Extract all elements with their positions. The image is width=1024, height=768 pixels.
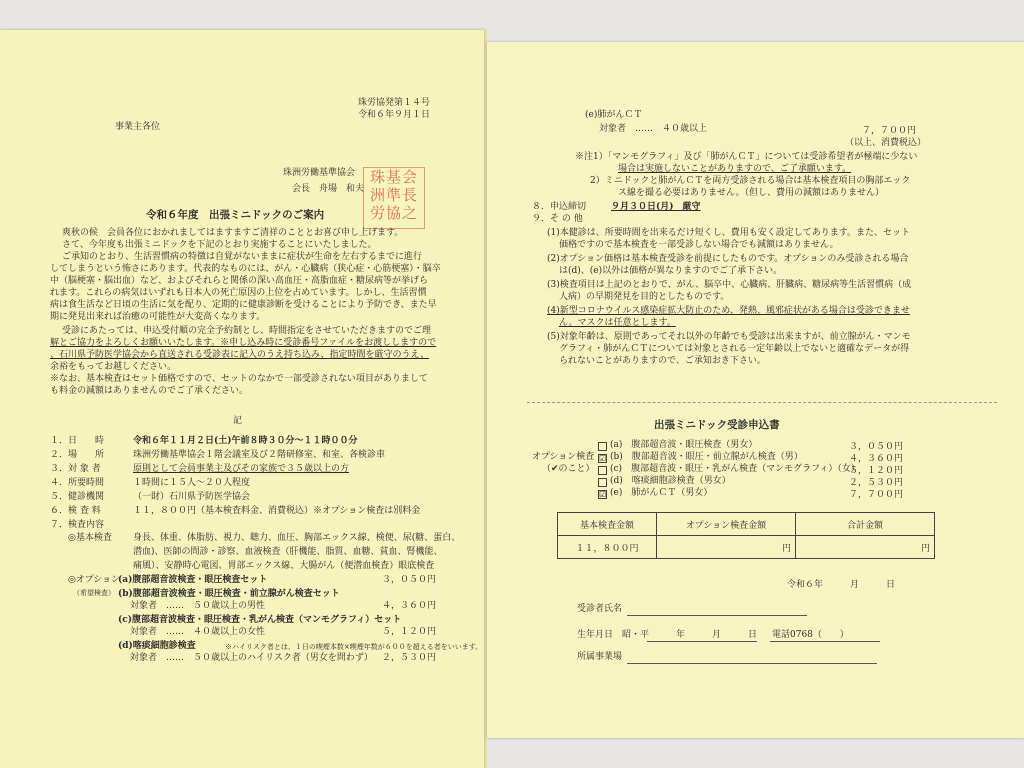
body-line: 受診にあたっては、申込受付順の完全予約制とし、時間指定をさせていただきますのでご理 [62, 326, 432, 336]
form-option-price: ２，５３０円 [849, 478, 904, 488]
note-line: ス線を撮る必要はありません。（但し、費用の減額はありません） [618, 188, 885, 198]
body-line: ※なお、基本検査はセット価格ですので、セットのなかで一部受診されない項目がありまして [50, 374, 428, 384]
doc-number: 珠労協発第１４号 [358, 98, 431, 108]
body-line: 病は食生活など日頃の生活に気を配り、定期的に健康診断を受けることにより予防でき、また早 [50, 300, 437, 310]
body-line: 爽秋の候 会員各位におかれましてはますますご清祥のこととお喜び申し上げます。 [62, 228, 404, 238]
basic-exam-line: 痛風）、安静時心電図、胃部エックス線、大腸がん（便潜血検査）眼底検査 [133, 561, 435, 571]
form-option-price: ４，３６０円 [849, 454, 904, 464]
fee-header-row [558, 513, 935, 536]
option-fee-field[interactable]: 円 [657, 536, 796, 559]
item-label: ５．健診機関 [50, 492, 105, 502]
other-line: グラフィ・肺がんＣＴについては対象とされる一定年齢以上でないと適確なデータが得 [559, 344, 910, 354]
option-label: ◎オプション [68, 575, 121, 585]
option-checkbox[interactable]: ☑ [599, 454, 607, 463]
president-name: 会長 舟場 和夫 [292, 184, 365, 194]
page-title: 令和６年度 出張ミニドックのご案内 [146, 209, 325, 221]
other-label: ９．そ の 他 [532, 214, 583, 224]
item-label: １．日 時 [50, 436, 105, 446]
form-option-price: ５，１２０円 [849, 466, 904, 476]
form-option-name: (b) 腹部超音波・眼圧・前立腺がん検査（男） [610, 452, 803, 462]
company-label: 所属事業場 [577, 652, 623, 662]
seal-line: 労協之 [369, 204, 418, 222]
body-line: れます。これらの病気はいずれも日本人の死亡原因の上位を占めています。しかし、生活習慣 [50, 288, 427, 298]
option-name: (c)腹部超音波検査・眼圧検査・乳がん検査（マンモグラフィ）セット [118, 615, 402, 625]
fee-value-row [558, 536, 935, 559]
option-checkbox[interactable]: ☑ [599, 490, 607, 499]
body-line: 中（脳梗塞・脳出血）など、およびそれらと関係の深い高血圧・高脂血症・糖尿病等が挙げら [50, 276, 429, 286]
right-page [487, 42, 1024, 738]
option-checkbox[interactable] [598, 442, 607, 451]
body-line: 解とご協力をよろしくお願いいたします。※申し込み時に受診番号ファイルをお渡ししますので [50, 338, 437, 348]
body-line: 、石川県予防医学協会から直送される受診表に記入のうえ持ち込み、指定時間を厳守のうえ、 [50, 350, 430, 360]
addressee: 事業主各位 [115, 122, 161, 132]
deadline-value: ９月３０日(月) 厳守 [611, 202, 701, 212]
item-value: 珠洲労働基準協会１階会議室及び２階研修室、和室、各検診車 [133, 450, 386, 460]
birth-date-label: 生年月日 昭・平 年 月 日 [577, 630, 758, 640]
option-sublabel: （希望検査） [73, 589, 115, 597]
cut-line [527, 402, 997, 403]
left-page [0, 30, 485, 768]
seal-line: 珠基会 [369, 168, 418, 186]
option-target: 対象者 …… ５０歳以上の男性 [130, 601, 266, 611]
tax-note: （以上、消費税込） [845, 138, 927, 148]
item-label: ２．場 所 [50, 450, 105, 460]
item-label: ６．検 査 料 [50, 506, 101, 516]
note-line: 場合は実施しないことがありますので、ご了承願います。 [618, 164, 852, 174]
other-line: ん。マスクは任意とします。 [559, 318, 676, 328]
phone-label: 電話0768（ ） [772, 630, 849, 640]
form-option-name: (c) 腹部超音波・眼圧・乳がん検査（マンモグラフィ）（女） [610, 464, 860, 474]
issue-date: 令和６年９月１日 [358, 110, 431, 120]
fee-header: オプション検査金額 [657, 513, 796, 536]
item-value: 令和６年１１月２日(土)午前８時３０分～１１時００分 [133, 436, 358, 446]
body-line: 余裕をもってお越しください。 [50, 362, 177, 372]
basic-exam-label: ◎基本検査 [68, 533, 112, 543]
other-line: (2)オプション価格は基本検査受診を前提にしたものです。オプションのみ受診される場合 [547, 254, 909, 264]
form-option-label: オプション検査 [532, 452, 595, 462]
option-target: 対象者 …… ５０歳以上のハイリスク者（男女を問わず） [130, 653, 373, 663]
body-line: 期に発見出来れば治癒の可能性が大変高くなります。 [50, 312, 266, 322]
form-option-name: (e) 肺がんＣＴ（男女） [610, 488, 713, 498]
other-line: は(d)、(e)以外は価格が異なりますのでご了承下さい。 [559, 266, 783, 276]
company-field[interactable] [627, 663, 877, 664]
examinee-name-field[interactable] [627, 615, 807, 616]
option-e-target: 対象者 …… ４０歳以上 [599, 124, 708, 134]
option-checkbox[interactable] [598, 466, 607, 475]
basic-exam-line: 身長、体重、体脂肪、視力、聴力、血圧、胸部エックス線、検便、尿(糖、蛋白、 [133, 533, 461, 543]
note-line: 2）ミニドックと肺がんＣＴを両方受診される場合は基本検査項目の胸部エック [590, 176, 911, 186]
phone-field[interactable] [770, 641, 880, 642]
item-value: １時間に１５人～２０人程度 [133, 478, 251, 488]
body-line: さて、今年度も出張ミニドックを下記のとおり実施することにいたしました。 [62, 240, 377, 250]
body-line: も料金の減額はありませんのでご了承ください。 [50, 386, 249, 396]
option-target: 対象者 …… ４０歳以上の女性 [130, 627, 266, 637]
option-e-name: (e)肺がんＣＴ [585, 110, 643, 120]
option-price: ３，０５０円 [382, 575, 437, 585]
total-fee-field[interactable]: 円 [796, 536, 935, 559]
seal-line: 洲準長 [369, 186, 418, 204]
option-price: ５，１２０円 [382, 627, 437, 637]
ki-heading: 記 [233, 416, 243, 426]
option-name: (b)腹部超音波検査・眼圧検査・前立腺がん検査セット [118, 589, 340, 599]
examinee-name-label: 受診者氏名 [577, 604, 623, 614]
birth-date-field[interactable] [647, 641, 757, 642]
other-line: (4)新型コロナウイルス感染症拡大防止のため、発熱、風邪症状がある場合は受診できませ [547, 306, 910, 316]
option-e-price: ７，７００円 [862, 126, 917, 136]
other-line: 人病）の早期発見を目的としたものです。 [559, 292, 730, 302]
other-line: (3)検査項目は上記のとおりで、がん、脳卒中、心臓病、肝臓病、糖尿病等生活習慣病（成 [547, 280, 912, 290]
option-price: ４，３６０円 [382, 601, 437, 611]
form-option-name: (d) 喀痰細胞診検査（男女） [610, 476, 731, 486]
option-checkbox[interactable] [598, 478, 607, 487]
other-line: 価格ですので基本検査を一部受診しない場合でも減額はありません。 [559, 240, 839, 250]
form-option-sublabel: （✔のこと） [542, 464, 595, 474]
option-name: (d)喀痰細胞診検査 [118, 641, 196, 651]
body-line: ご承知のとおり、生活習慣病の特徴は自覚がないままに症状が生命を左右するまでに進行 [62, 252, 423, 262]
body-line: してしまうという怖さにあります。代表的なものには、がん・心臓病（狭心症・心筋梗塞）・脳卒 [50, 264, 441, 274]
item-label: ７．検査内容 [50, 520, 105, 530]
other-line: (1)本健診は、所要時間を出来るだけ短くし、費用も安く設定してあります。また、セット [547, 228, 911, 238]
form-option-price: ７，７００円 [849, 490, 904, 500]
form-title: 出張ミニドック受診申込書 [654, 419, 780, 431]
application-date[interactable]: 令和６年 月 日 [787, 580, 896, 590]
form-option-name: (a) 腹部超音波・眼圧検査（男女） [610, 440, 758, 450]
fee-table [557, 512, 935, 559]
official-seal [363, 167, 425, 229]
item-value: １１，８００円（基本検査料金、消費税込）※オプション検査は別料金 [133, 506, 421, 516]
item-value: （一財）石川県予防医学協会 [133, 492, 251, 502]
high-risk-note: ※ハイリスク者とは、１日の喫煙本数×喫煙年数が６００を超える者をいいます。 [225, 643, 483, 651]
basic-exam-line: 潜血)、医師の問診・診察、血液検査（肝機能、脂質、血糖、貧血、腎機能、 [133, 547, 443, 557]
option-name: (a)腹部超音波検査・眼圧検査セット [118, 575, 268, 585]
form-option-price: ３，０５０円 [849, 442, 904, 452]
option-price: ２，５３０円 [382, 653, 437, 663]
basic-fee-value: １１，８００円 [558, 536, 657, 559]
fee-header: 基本検査金額 [558, 513, 657, 536]
other-line: (5)対象年齢は、原則であってそれ以外の年齢でも受診は出来ますが、前立腺がん・マンモ [547, 332, 911, 342]
fee-header: 合計金額 [796, 513, 935, 536]
other-line: られないことがありますので、ご承知おき下さい。 [559, 356, 766, 366]
item-label: ４．所要時間 [50, 478, 105, 488]
organization-name: 珠洲労働基準協会 [283, 168, 356, 178]
item-value: 原則として会員事業主及びその家族で３５歳以上の方 [133, 464, 350, 474]
deadline-label: ８．申込締切 [532, 202, 587, 212]
note-line: ※注1）「マンモグラフィ」及び「肺がんＣＴ」については受診希望者が極端に少ない [575, 152, 918, 162]
item-label: ３．対 象 者 [50, 464, 101, 474]
